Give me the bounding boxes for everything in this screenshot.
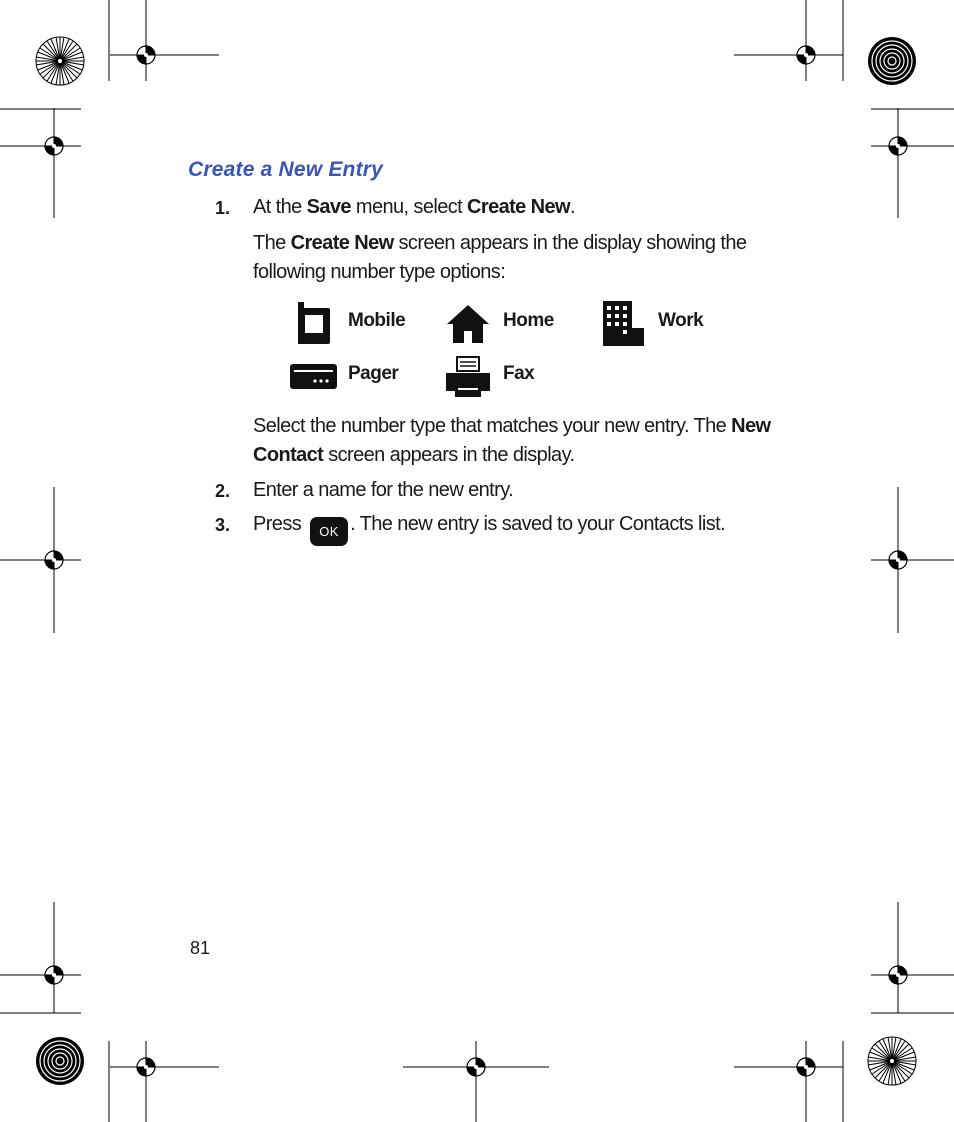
step-1-followup: Select the number type that matches your new entry. The New Contact screen appears in the display. <box>253 415 771 466</box>
house-icon <box>447 305 489 343</box>
step-3-text: Press OK . The new entry is saved to your Contacts list. <box>253 510 793 546</box>
pager-icon <box>290 364 337 389</box>
step-1-text: At the Save menu, select Create New. <box>253 196 575 218</box>
step-1-number: 1. <box>215 198 231 218</box>
office-building-icon <box>603 301 644 346</box>
mobile-phone-icon <box>298 302 330 344</box>
step-1-description: The Create New screen appears in the display showing the following number type options: <box>253 232 747 283</box>
fax-printer-icon <box>446 355 490 397</box>
step-2-number: 2. <box>215 481 231 501</box>
option-mobile-label: Mobile <box>348 310 406 331</box>
page-number: 81 <box>190 938 211 958</box>
ok-key-icon: OK <box>310 517 348 546</box>
section-title: Create a New Entry <box>188 158 384 181</box>
option-fax-label: Fax <box>503 363 535 384</box>
step-2-text: Enter a name for the new entry. <box>253 479 514 501</box>
step-3-number: 3. <box>215 515 231 535</box>
option-pager-label: Pager <box>348 363 399 384</box>
option-work-label: Work <box>658 310 704 331</box>
save-menu-term: Save <box>306 196 351 218</box>
create-new-term: Create New <box>467 196 570 218</box>
option-home-label: Home <box>503 310 554 331</box>
